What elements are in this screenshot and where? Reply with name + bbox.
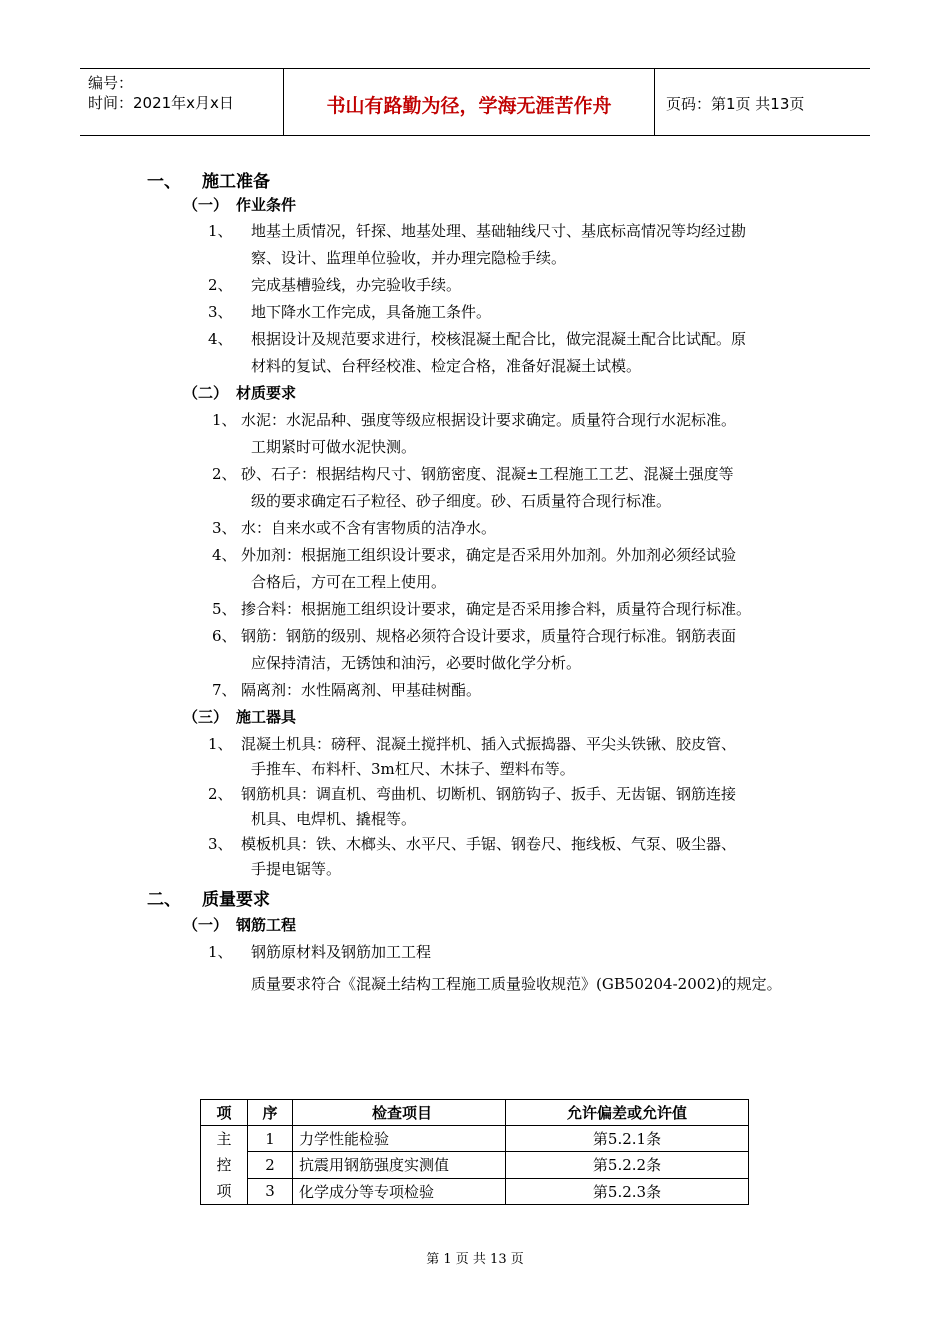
section-number: 一、 xyxy=(147,172,181,192)
list-item-text: 根据设计及规范要求进行，校核混凝土配合比，做完混凝土配合比试配。原 xyxy=(251,330,747,348)
table-header-cell: 检查项目 xyxy=(293,1100,506,1126)
list-item-text: 察、设计、监理单位验收，并办理完隐检手续。 xyxy=(251,249,567,267)
list-number: 6、 xyxy=(212,627,237,645)
list-item-text: 钢筋机具：调直机、弯曲机、切断机、钢筋钩子、扳手、无齿锯、钢筋连接 xyxy=(241,785,737,803)
list-item-text: 应保持清洁，无锈蚀和油污，必要时做化学分析。 xyxy=(251,654,582,672)
table-group-cell xyxy=(201,1126,248,1205)
table-item-cell: 化学成分等专项检验 xyxy=(293,1178,506,1204)
subsection-number: （二） xyxy=(183,384,229,402)
group-label-char: 主 xyxy=(216,1130,232,1148)
table-seq-cell: 1 xyxy=(248,1126,293,1152)
list-item-text: 材料的复试、台秤经校准、检定合格，准备好混凝土试模。 xyxy=(251,357,642,375)
list-item-text: 隔离剂：水性隔离剂、甲基硅树酯。 xyxy=(241,681,482,699)
subsection-number: （一） xyxy=(183,916,229,934)
list-number: 1、 xyxy=(208,735,233,753)
list-number: 3、 xyxy=(208,835,233,853)
list-item-text: 外加剂：根据施工组织设计要求，确定是否采用外加剂。外加剂必须经试验 xyxy=(241,546,737,564)
regulation-note: 质量要求符合《混凝土结构工程施工质量验收规范》(GB50204-2002)的规定。 xyxy=(251,975,782,993)
subsection-number: （三） xyxy=(183,708,229,726)
list-item-text: 砂、石子：根据结构尺寸、钢筋密度、混凝±工程施工工艺、混凝土强度等 xyxy=(241,465,734,483)
list-item-text: 钢筋原材料及钢筋加工工程 xyxy=(251,943,432,961)
list-item-text: 手提电锯等。 xyxy=(251,860,342,878)
list-item-text: 钢筋：钢筋的级别、规格必须符合设计要求，质量符合现行标准。钢筋表面 xyxy=(241,627,737,645)
page-footer: 第 1 页 共 13 页 xyxy=(426,1252,524,1267)
table-item-cell: 力学性能检验 xyxy=(293,1126,506,1152)
list-number: 5、 xyxy=(212,600,237,618)
table-header-row xyxy=(201,1100,749,1126)
header-time-label: 时间：2021年x月x日 xyxy=(88,94,234,112)
group-label-char: 控 xyxy=(216,1156,232,1174)
header-divider xyxy=(654,69,655,135)
table-header-cell: 序 xyxy=(248,1100,293,1126)
list-item-text: 掺合料：根据施工组织设计要求，确定是否采用掺合料，质量符合现行标准。 xyxy=(241,600,752,618)
list-number: 2、 xyxy=(212,465,237,483)
table-header-cell: 项 xyxy=(201,1100,248,1126)
list-item-text: 地基土质情况，钎探、地基处理、基础轴线尺寸、基底标高情况等均经过勘 xyxy=(251,222,747,240)
subsection-title: 材质要求 xyxy=(236,384,297,402)
section-number: 二、 xyxy=(147,890,181,910)
header-page-label: 页码：第1页 共13页 xyxy=(666,95,805,113)
list-number: 3、 xyxy=(212,519,237,537)
list-number: 1、 xyxy=(208,222,233,240)
list-item-text: 工期紧时可做水泥快测。 xyxy=(251,438,417,456)
subsection-title: 施工器具 xyxy=(236,708,297,726)
list-number: 1、 xyxy=(208,943,233,961)
list-number: 4、 xyxy=(208,330,233,348)
list-item-text: 机具、电焊机、撬棍等。 xyxy=(251,810,417,828)
table-row xyxy=(201,1152,749,1178)
list-number: 2、 xyxy=(208,276,233,294)
table-header-cell: 允许偏差或允许值 xyxy=(506,1100,749,1126)
list-item-text: 合格后，方可在工程上使用。 xyxy=(251,573,447,591)
subsection-number: （一） xyxy=(183,196,229,214)
table-value-cell: 第5.2.2条 xyxy=(506,1152,749,1178)
inspection-table xyxy=(200,1099,749,1205)
header-motto: 书山有路勤为径，学海无涯苦作舟 xyxy=(326,95,612,117)
header-number-label: 编号： xyxy=(88,74,134,92)
list-item-text: 手推车、布料杆、3m杠尺、木抹子、塑料布等。 xyxy=(251,760,575,778)
header-meta xyxy=(88,73,234,113)
section-title: 施工准备 xyxy=(202,172,270,192)
subsection-title: 作业条件 xyxy=(236,196,297,214)
list-item-text: 完成基槽验线，办完验收手续。 xyxy=(251,276,462,294)
list-number: 1、 xyxy=(212,411,237,429)
list-number: 4、 xyxy=(212,546,237,564)
section-title: 质量要求 xyxy=(202,890,270,910)
table-seq-cell: 2 xyxy=(248,1152,293,1178)
table-row xyxy=(201,1126,749,1152)
list-item-text: 模板机具：铁、木榔头、水平尺、手锯、钢卷尺、拖线板、气泵、吸尘器、 xyxy=(241,835,737,853)
list-number: 3、 xyxy=(208,303,233,321)
list-item-text: 水泥：水泥品种、强度等级应根据设计要求确定。质量符合现行水泥标准。 xyxy=(241,411,737,429)
list-item-text: 地下降水工作完成，具备施工条件。 xyxy=(251,303,492,321)
table-row xyxy=(201,1178,749,1204)
table-item-cell: 抗震用钢筋强度实测值 xyxy=(293,1152,506,1178)
table-seq-cell: 3 xyxy=(248,1178,293,1204)
list-number: 2、 xyxy=(208,785,233,803)
list-item-text: 水：自来水或不含有害物质的洁净水。 xyxy=(241,519,497,537)
subsection-title: 钢筋工程 xyxy=(236,916,297,934)
table-value-cell: 第5.2.1条 xyxy=(506,1126,749,1152)
list-item-text: 级的要求确定石子粒径、砂子细度。砂、石质量符合现行标准。 xyxy=(251,492,672,510)
table-value-cell: 第5.2.3条 xyxy=(506,1178,749,1204)
page-header xyxy=(80,68,870,136)
list-item-text: 混凝土机具：磅秤、混凝土搅拌机、插入式振捣器、平尖头铁锹、胶皮管、 xyxy=(241,735,737,753)
group-label-char: 项 xyxy=(216,1182,232,1200)
list-number: 7、 xyxy=(212,681,237,699)
